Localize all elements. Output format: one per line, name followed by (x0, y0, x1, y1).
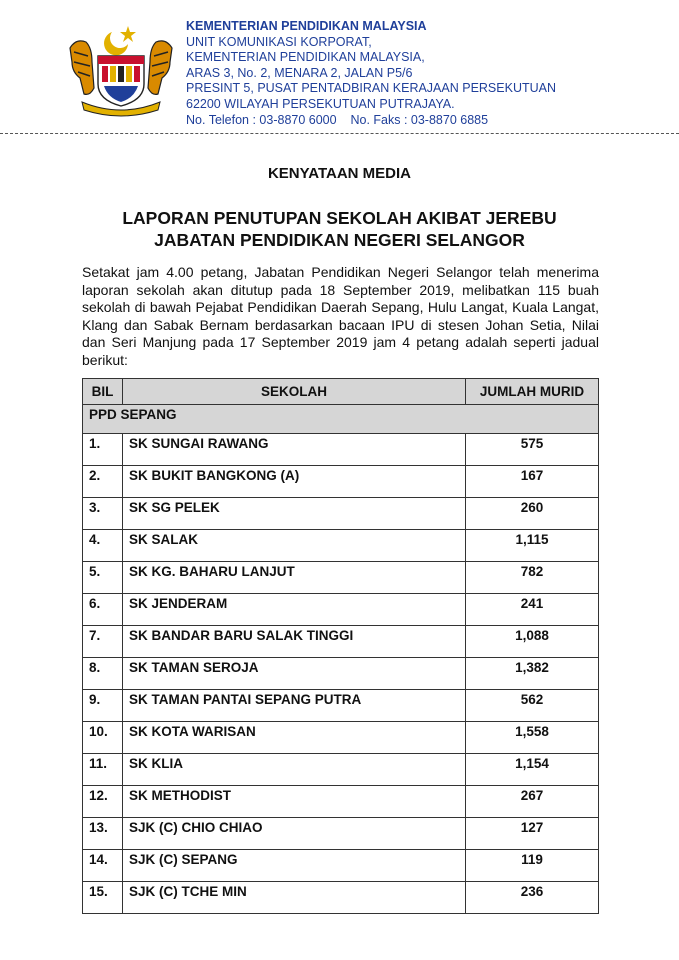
table-row (83, 818, 599, 850)
table-row (83, 850, 599, 882)
student-count: 1,558 (466, 722, 599, 754)
school-name: SK KG. BAHARU LANJUT (123, 562, 466, 594)
table-row (83, 690, 599, 722)
table-row (83, 722, 599, 754)
table-header-row (83, 379, 599, 405)
ministry-name: KEMENTERIAN PENDIDIKAN MALAYSIA (186, 19, 427, 33)
school-name: SK METHODIST (123, 786, 466, 818)
header-students: JUMLAH MURID (466, 379, 599, 405)
row-number: 2. (83, 466, 123, 498)
row-number: 3. (83, 498, 123, 530)
table-row (83, 786, 599, 818)
address-line: ARAS 3, No. 2, MENARA 2, JALAN P5/6 (186, 65, 413, 80)
school-name: SK SALAK (123, 530, 466, 562)
document-title (0, 207, 679, 251)
malaysia-coat-of-arms-icon (62, 18, 180, 118)
student-count: 1,382 (466, 658, 599, 690)
school-name: SK BANDAR BARU SALAK TINGGI (123, 626, 466, 658)
student-count: 782 (466, 562, 599, 594)
student-count: 127 (466, 818, 599, 850)
student-count: 260 (466, 498, 599, 530)
address-line: 62200 WILAYAH PERSEKUTUAN PUTRAJAYA. (186, 96, 455, 111)
school-name: SJK (C) TCHE MIN (123, 882, 466, 914)
release-type-heading: KENYATAAN MEDIA (267, 165, 412, 182)
title-line-2: JABATAN PENDIDIKAN NEGERI SELANGOR (154, 230, 525, 250)
table-row (83, 562, 599, 594)
row-number: 8. (83, 658, 123, 690)
row-number: 9. (83, 690, 123, 722)
row-number: 13. (83, 818, 123, 850)
school-name: SJK (C) SEPANG (123, 850, 466, 882)
address-line: UNIT KOMUNIKASI KORPORAT, (186, 34, 372, 49)
school-name: SK KOTA WARISAN (123, 722, 466, 754)
intro-paragraph: Setakat jam 4.00 petang, Jabatan Pendidikan Negeri Selangor telah menerima laporan sekolah akan ditutup pada 18 September 2019, melibatkan 115 buah sekolah di bawah Pejabat Pendidikan Daerah Sepang, Hulu Langat, Kuala Langat, Klang dan Sabak Bernam berdasarkan bacaan IPU di stesen Johan Setia, Nilai dan Seri Manjung pada 17 September 2019 jam 4 petang adalah seperti jadual berikut: (82, 264, 599, 368)
school-closure-table (82, 378, 599, 914)
school-name: SK JENDERAM (123, 594, 466, 626)
table-row (83, 626, 599, 658)
header-school: SEKOLAH (123, 379, 466, 405)
school-name: SK BUKIT BANGKONG (A) (123, 466, 466, 498)
row-number: 11. (83, 754, 123, 786)
table-row (83, 498, 599, 530)
contact-line: No. Telefon : 03-8870 6000 No. Faks : 03-8870 6885 (186, 112, 489, 127)
address-line: KEMENTERIAN PENDIDIKAN MALAYSIA, (186, 50, 425, 65)
student-count: 167 (466, 466, 599, 498)
table-row (83, 434, 599, 466)
row-number: 14. (83, 850, 123, 882)
student-count: 241 (466, 594, 599, 626)
student-count: 1,088 (466, 626, 599, 658)
student-count: 1,115 (466, 530, 599, 562)
title-line-1: LAPORAN PENUTUPAN SEKOLAH AKIBAT JEREBU (122, 208, 557, 228)
row-number: 15. (83, 882, 123, 914)
school-name: SK SG PELEK (123, 498, 466, 530)
school-name: SK KLIA (123, 754, 466, 786)
row-number: 5. (83, 562, 123, 594)
table-row (83, 658, 599, 690)
school-name: SK TAMAN PANTAI SEPANG PUTRA (123, 690, 466, 722)
section-row (83, 405, 599, 434)
school-name: SK TAMAN SEROJA (123, 658, 466, 690)
table-row (83, 530, 599, 562)
row-number: 6. (83, 594, 123, 626)
letterhead (0, 0, 679, 135)
student-count: 236 (466, 882, 599, 914)
organization-address-block (186, 19, 556, 128)
table-row (83, 594, 599, 626)
row-number: 10. (83, 722, 123, 754)
letterhead-divider (0, 133, 679, 134)
school-name: SK SUNGAI RAWANG (123, 434, 466, 466)
row-number: 4. (83, 530, 123, 562)
student-count: 575 (466, 434, 599, 466)
table-row (83, 882, 599, 914)
school-name: SJK (C) CHIO CHIAO (123, 818, 466, 850)
row-number: 7. (83, 626, 123, 658)
student-count: 1,154 (466, 754, 599, 786)
row-number: 12. (83, 786, 123, 818)
header-bil: BIL (83, 379, 123, 405)
address-line: PRESINT 5, PUSAT PENTADBIRAN KERAJAAN PERSEKUTUAN (186, 81, 556, 96)
table-row (83, 466, 599, 498)
student-count: 562 (466, 690, 599, 722)
table-row (83, 754, 599, 786)
section-label: PPD SEPANG (83, 405, 599, 434)
student-count: 267 (466, 786, 599, 818)
row-number: 1. (83, 434, 123, 466)
student-count: 119 (466, 850, 599, 882)
